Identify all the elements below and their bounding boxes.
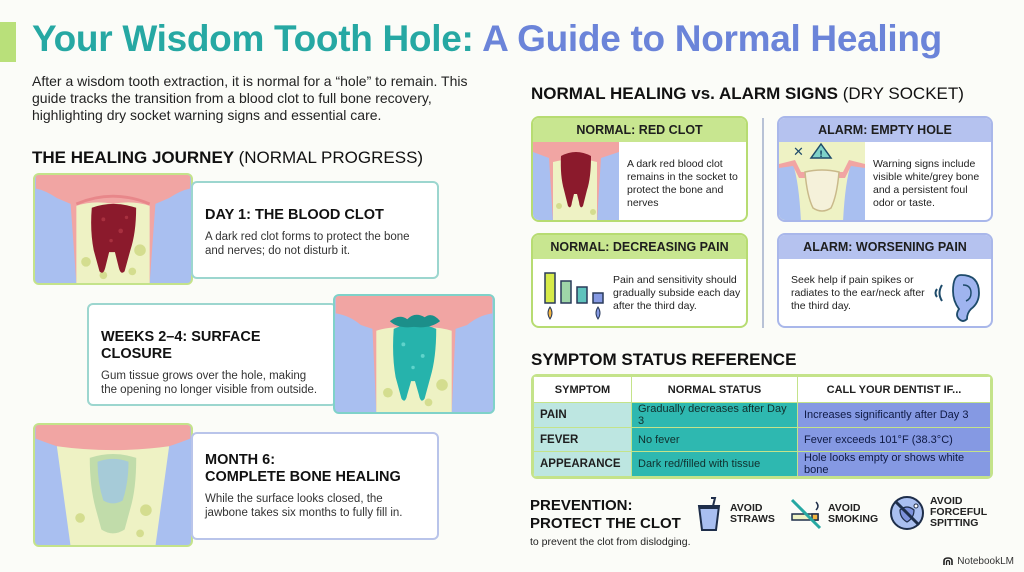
normal-red-clot-card <box>531 116 748 222</box>
call-cell: Fever exceeds 101°F (38.3°C) <box>798 428 991 452</box>
stage-day1-illustration <box>33 173 193 285</box>
alarm-worsening-pain-card <box>777 233 993 328</box>
normal-decreasing-pain-title: NORMAL: DECREASING PAIN <box>533 235 746 259</box>
title-part-2: A Guide to Normal Healing <box>482 18 942 59</box>
col-normal-status: NORMAL STATUS <box>632 377 798 403</box>
stage-month6-card <box>191 432 439 540</box>
red-clot-tooth-icon <box>533 142 619 222</box>
page-title <box>32 18 942 60</box>
stage-day1-title: DAY 1: THE BLOOD CLOT <box>205 207 384 223</box>
normal-decreasing-pain-card <box>531 233 748 328</box>
alarm-empty-hole-text: Warning signs include visible white/grey bone and a persistent foul odor or taste. <box>873 158 980 209</box>
intro-text: After a wisdom tooth extraction, it is normal for a “hole” to remain. This guide tracks the transition from a blood clot to full bone recovery, highlighting dry socket warning signs and essential care. <box>32 73 468 123</box>
decreasing-bars-icon <box>541 267 607 323</box>
symptom-cell: PAIN <box>534 403 632 428</box>
no-smoking-icon <box>788 496 824 532</box>
col-symptom: SYMPTOM <box>534 377 632 403</box>
empty-socket-icon <box>779 142 865 222</box>
table-row <box>534 403 991 428</box>
symptom-cell: FEVER <box>534 428 632 452</box>
notebooklm-logo-icon <box>943 557 953 566</box>
prevention-title: PREVENTION: PROTECT THE CLOT <box>530 497 681 532</box>
alarm-empty-hole-card <box>777 116 993 222</box>
no-spitting-icon <box>888 494 926 532</box>
svg-text:✕: ✕ <box>793 145 804 160</box>
avoid-straws-label: AVOID STRAWS <box>730 502 775 525</box>
normal-cell: Gradually decreases after Day 3 <box>632 403 798 428</box>
journey-heading: THE HEALING JOURNEY (NORMAL PROGRESS) <box>32 148 424 167</box>
normal-cell: Dark red/filled with tissue <box>632 452 798 477</box>
compare-heading: NORMAL HEALING vs. ALARM SIGNS (DRY SOCKET) <box>531 84 964 103</box>
title-part-1: Your Wisdom Tooth Hole: <box>32 18 474 59</box>
normal-red-clot-text: A dark red blood clot remains in the socket to protect the bone and nerves <box>627 158 738 209</box>
stage-weeks-illustration <box>333 294 495 414</box>
col-call-dentist: CALL YOUR DENTIST IF... <box>798 377 991 403</box>
stage-weeks-card <box>87 303 337 406</box>
avoid-smoking-label: AVOID SMOKING <box>828 502 879 525</box>
stage-month6-title: MONTH 6: COMPLETE BONE HEALING <box>205 452 401 485</box>
call-cell: Increases significantly after Day 3 <box>798 403 991 428</box>
alarm-worsening-pain-text: Seek help if pain spikes or radiates to the ear/neck after the third day. <box>791 274 925 312</box>
stage-weeks-title: WEEKS 2–4: SURFACE CLOSURE <box>101 329 261 362</box>
normal-red-clot-title: NORMAL: RED CLOT <box>533 118 746 142</box>
gum-closure-icon <box>335 296 493 412</box>
prevention-subtitle: to prevent the clot from dislodging. <box>530 536 691 548</box>
ear-pain-icon <box>933 271 987 323</box>
table-row <box>534 452 991 477</box>
bone-healing-icon <box>35 425 191 545</box>
stage-day1-desc: A dark red clot forms to protect the bone and nerves; do not disturb it. <box>205 231 410 257</box>
table-row <box>534 428 991 452</box>
symptom-heading: SYMPTOM STATUS REFERENCE <box>531 350 797 369</box>
alarm-empty-hole-title: ALARM: EMPTY HOLE <box>779 118 991 142</box>
svg-text:!: ! <box>819 150 824 160</box>
cup-straw-icon <box>696 496 722 532</box>
stage-weeks-desc: Gum tissue grows over the hole, making the opening no longer visible from outside. <box>101 370 318 396</box>
avoid-spitting-label: AVOID FORCEFUL SPITTING <box>930 495 988 529</box>
compare-divider <box>762 118 764 328</box>
notebooklm-footer <box>943 556 1014 567</box>
normal-cell: No fever <box>632 428 798 452</box>
stage-day1-card <box>191 181 439 279</box>
stage-month6-desc: While the surface looks closed, the jawbone takes six months to fully fill in. <box>205 493 403 519</box>
call-cell: Hole looks empty or shows white bone <box>798 452 991 477</box>
blood-clot-socket-icon <box>35 175 191 283</box>
symptom-table <box>531 374 993 479</box>
alarm-worsening-pain-title: ALARM: WORSENING PAIN <box>779 235 991 259</box>
symptom-cell: APPEARANCE <box>534 452 632 477</box>
symptom-table-header <box>534 377 991 403</box>
footer-text: NotebookLM <box>957 556 1014 567</box>
stage-month6-illustration <box>33 423 193 547</box>
normal-decreasing-pain-text: Pain and sensitivity should gradually subside each day after the third day. <box>613 274 741 312</box>
title-accent-bar <box>0 22 16 62</box>
